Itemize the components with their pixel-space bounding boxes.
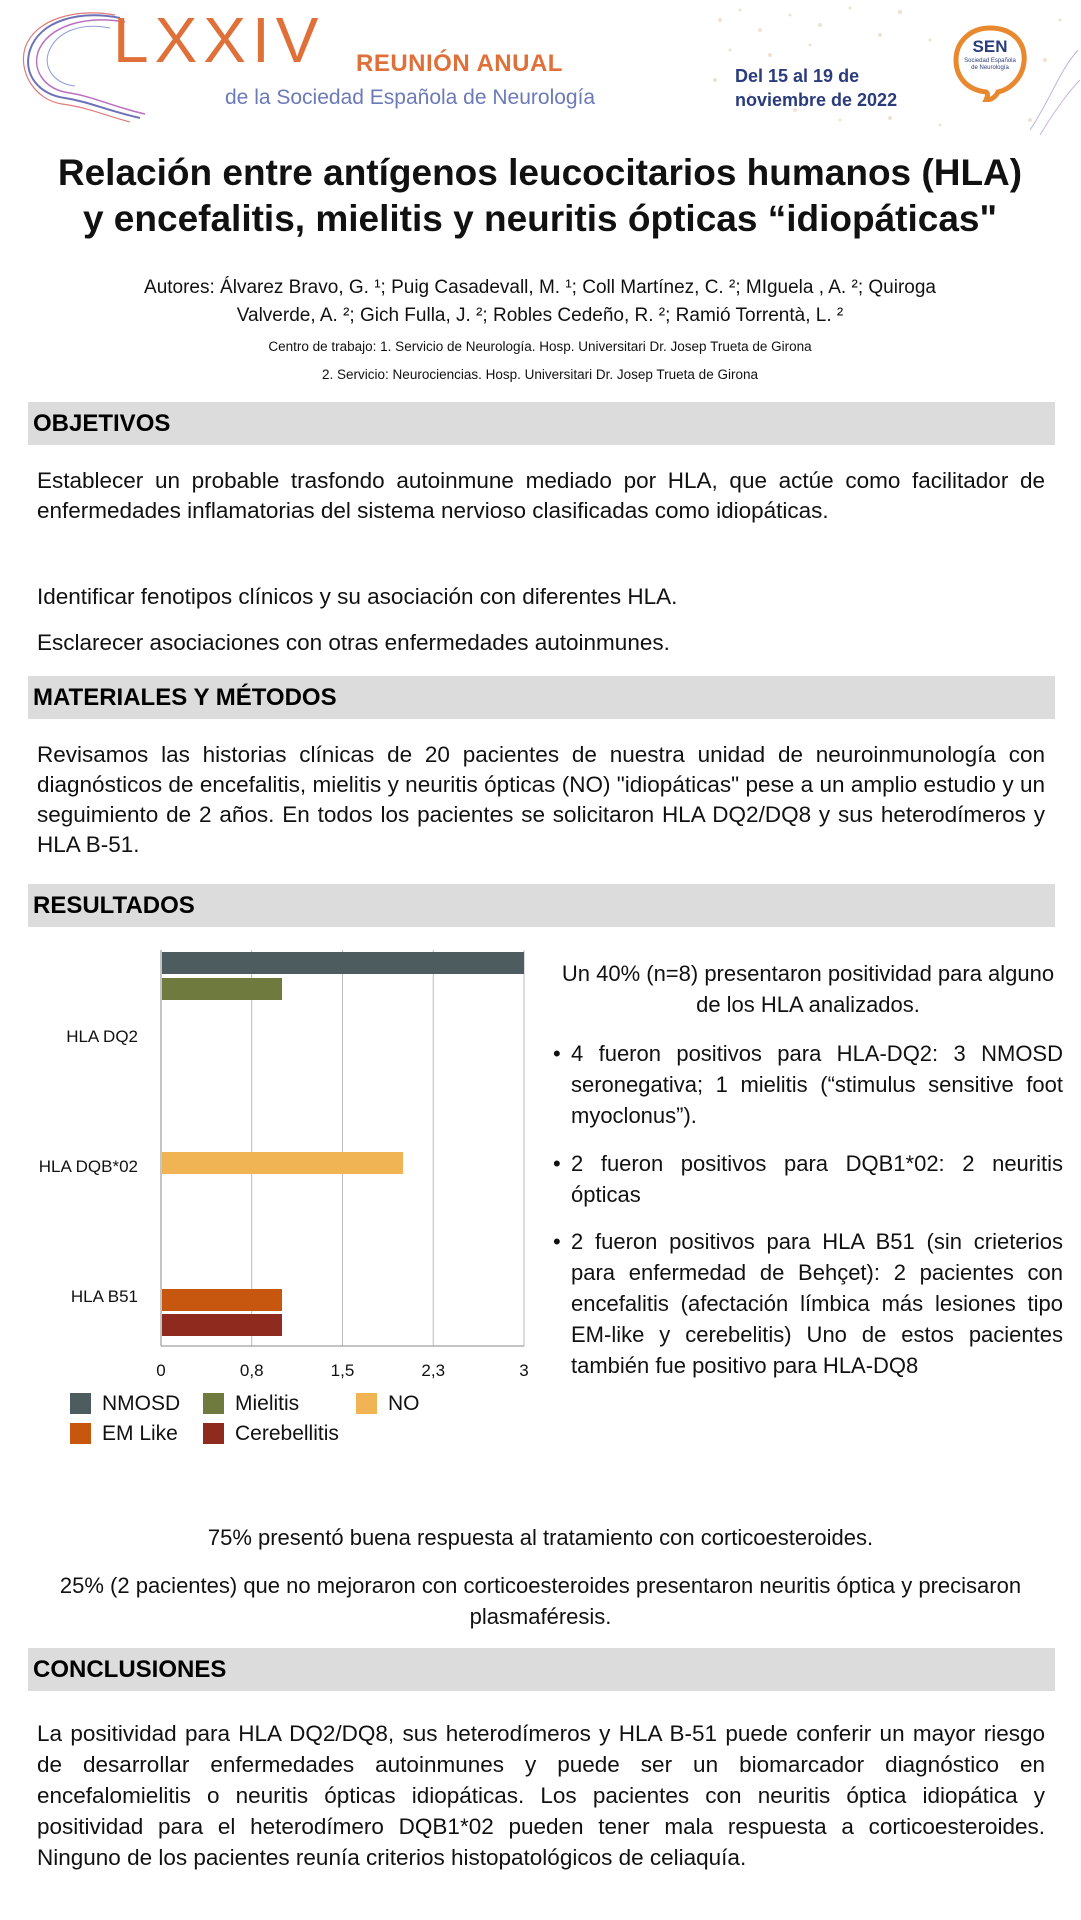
authors <box>40 274 1040 330</box>
sen-logo-text: SEN <box>972 37 1008 56</box>
x-tick-label: 0 <box>156 1361 166 1380</box>
bar-no <box>162 1152 403 1174</box>
response-statement-2: 25% (2 pacientes) que no mejoraron con corticoesteroides presentaron neuritis óptica y precisaron plasmaféresis. <box>59 1573 1022 1629</box>
section-title: CONCLUSIONES <box>33 1656 227 1683</box>
bullet-text: 4 fueron positivos para HLA-DQ2: 3 NMOSD seronegativa; 1 mielitis (“stimulus sensitive foot myoclonus”). <box>571 1041 1063 1128</box>
section-header-conclusiones <box>28 1648 1055 1691</box>
hla-bar-chart <box>10 950 530 1470</box>
bullet-icon: • <box>553 1041 561 1066</box>
sen-logo-subtitle: Sociedad Española de Neurología <box>964 58 1016 71</box>
dates-line1: Del 15 al 19 de <box>735 66 860 86</box>
resultados-intro: Un 40% (n=8) presentaron positividad para alguno de los HLA analizados. <box>561 961 1055 1017</box>
society-name: de la Sociedad Española de Neurología <box>225 86 596 109</box>
affiliations <box>40 333 1040 389</box>
poster-title <box>30 150 1050 242</box>
result-bullet-3 <box>553 1226 1063 1381</box>
title-line2: y encefalitis, mielitis y neuritis ópticas “idiopáticas" <box>82 198 998 239</box>
bar-nmosd <box>162 952 524 974</box>
response-statement-1: 75% presentó buena respuesta al tratamiento con corticoesteroides. <box>207 1525 874 1550</box>
dates-line2: noviembre de 2022 <box>735 90 898 110</box>
bar-em-like <box>162 1289 282 1311</box>
conclusiones-paragraph: La positividad para HLA DQ2/DQ8, sus heterodímeros y HLA B-51 puede conferir un mayor riesgo de desarrollar enfermedades autoinmunes y puede ser un biomarcador diagnóstico en encefalomielitis o neuritis ópticas idiopáticas. Los pacientes con neuritis óptica idiopática y positividad para el heterodímero DQB1*02 pueden tener mala respuesta a corticoesteroides. Ninguno de los pacientes reunía criterios histopatológicos de celiaquía. <box>37 1721 1045 1870</box>
meeting-name: REUNIÓN ANUAL <box>356 50 563 77</box>
materiales-paragraph: Revisamos las historias clínicas de 20 pacientes de nuestra unidad de neuroinmunología con diagnósticos de encefalitis, mielitis y neuritis ópticas (NO) "idiopáticas" pese a un amplio estudio y un seguimiento de 2 años. En todos los pacientes se solicitaron HLA DQ2/DQ8 y sus heterodímeros y HLA B-51. <box>37 742 1045 857</box>
legend-swatch <box>203 1423 224 1444</box>
affiliation-2: 2. Servicio: Neurociencias. Hosp. Universitari Dr. Josep Trueta de Girona <box>322 367 758 382</box>
legend-swatch <box>356 1393 377 1414</box>
legend-label: NMOSD <box>102 1392 181 1415</box>
bar-cerebellitis <box>162 1314 282 1336</box>
x-tick-label: 3 <box>519 1361 529 1380</box>
bullet-icon: • <box>553 1229 561 1254</box>
x-tick-label: 2,3 <box>421 1361 446 1380</box>
section-title: OBJETIVOS <box>33 410 171 437</box>
authors-line1: Autores: Álvarez Bravo, G. ¹; Puig Casadevall, M. ¹; Coll Martínez, C. ²; MIguela , A. ²; Quiroga <box>144 277 936 298</box>
legend-swatch <box>70 1393 91 1414</box>
authors-line2: Valverde, A. ²; Gich Fulla, J. ²; Robles Cedeño, R. ²; Ramió Torrentà, L. ² <box>236 305 844 326</box>
section-title: MATERIALES Y MÉTODOS <box>33 684 337 711</box>
section-header-objetivos <box>28 402 1055 445</box>
bullet-icon: • <box>553 1151 561 1176</box>
legend-label: EM Like <box>102 1422 178 1445</box>
legend-swatch <box>70 1423 91 1444</box>
objetivos-paragraph-3: Esclarecer asociaciones con otras enfermedades autoinmunes. <box>37 630 670 655</box>
legend-label: Mielitis <box>235 1392 300 1415</box>
meeting-dates <box>735 64 897 112</box>
section-title: RESULTADOS <box>33 892 195 919</box>
legend-label: Cerebellitis <box>235 1422 339 1445</box>
x-tick-label: 0,8 <box>239 1361 264 1380</box>
edition-number: LXXIV <box>113 4 325 76</box>
section-header-resultados <box>28 884 1055 927</box>
objetivos-paragraph-1: Establecer un probable trasfondo autoinmune mediado por HLA, que actúe como facilitador de enfermedades inflamatorias del sistema nervioso clasificadas como idiopáticas. <box>37 468 1045 523</box>
y-category-label: HLA B51 <box>70 1287 138 1306</box>
bullet-text: 2 fueron positivos para DQB1*02: 2 neuritis ópticas <box>571 1151 1063 1207</box>
legend-swatch <box>203 1393 224 1414</box>
result-bullet-1 <box>553 1038 1063 1131</box>
y-category-label: HLA DQ2 <box>66 1027 138 1046</box>
affiliation-1: Centro de trabajo: 1. Servicio de Neurología. Hosp. Universitari Dr. Josep Trueta de Girona <box>268 339 812 354</box>
section-header-materiales <box>28 676 1055 719</box>
title-line1: Relación entre antígenos leucocitarios humanos (HLA) <box>57 152 1023 193</box>
conference-header <box>0 0 1081 140</box>
legend-label: NO <box>388 1392 420 1415</box>
y-category-label: HLA DQB*02 <box>38 1157 138 1176</box>
objetivos-paragraph-2: Identificar fenotipos clínicos y su asociación con diferentes HLA. <box>37 584 678 609</box>
bar-mielitis <box>162 978 282 1000</box>
x-tick-label: 1,5 <box>330 1361 355 1380</box>
result-bullet-2 <box>553 1148 1063 1210</box>
bullet-text: 2 fueron positivos para HLA B51 (sin crieterios para enfermedad de Behçet): 2 pacientes con encefalitis (afectación límbica más lesiones tipo EM-like y cerebelitis) Uno de estos pacientes también fue positivo para HLA-DQ8 <box>571 1229 1063 1378</box>
